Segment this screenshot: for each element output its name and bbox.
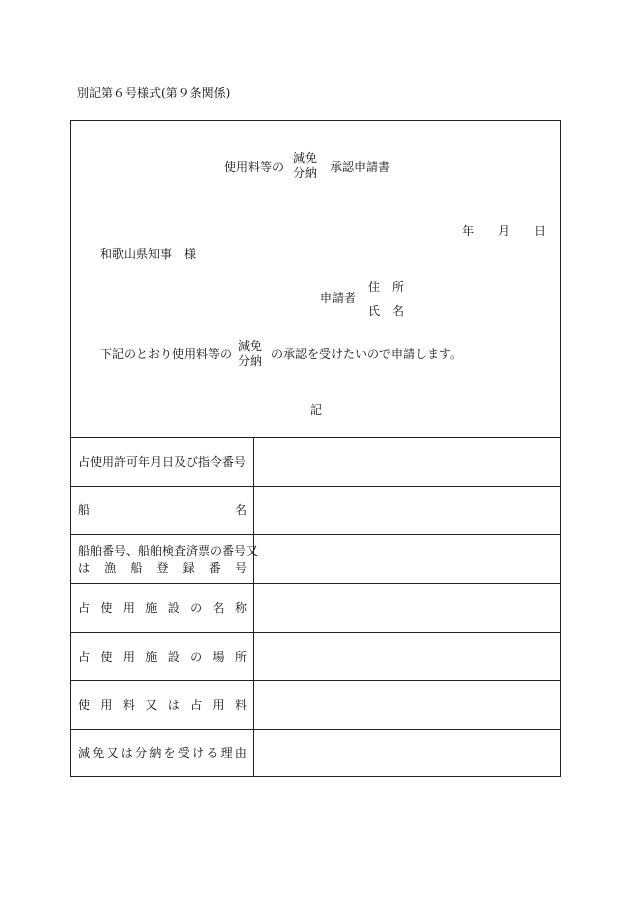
label-char: 料 bbox=[234, 698, 247, 712]
row-label-permit-date-number: 占使用許可年月日及び指令番号 bbox=[78, 455, 247, 469]
label-char: 用 bbox=[122, 650, 135, 664]
label-char: 理 bbox=[220, 746, 233, 760]
label-char: 減 bbox=[78, 746, 91, 760]
label-char: の bbox=[190, 601, 203, 615]
table-top-border bbox=[70, 437, 561, 438]
label-char: 納 bbox=[149, 746, 162, 760]
title-option-installment: 分納 bbox=[293, 166, 318, 180]
label-char: を bbox=[163, 746, 176, 760]
body-option-installment: 分納 bbox=[238, 354, 263, 368]
label-char: 名 bbox=[212, 601, 225, 615]
label-char: 称 bbox=[234, 601, 247, 615]
table-row-divider bbox=[70, 486, 561, 487]
title-suffix: 承認申請書 bbox=[330, 160, 391, 174]
table-column-divider bbox=[253, 437, 254, 777]
title-option-reduction: 減免 bbox=[293, 151, 318, 165]
body-options bbox=[238, 339, 262, 369]
label-char: 漁 bbox=[104, 561, 117, 575]
body-option-reduction: 減免 bbox=[238, 339, 263, 353]
label-char: は bbox=[120, 746, 133, 760]
label-char: け bbox=[192, 746, 205, 760]
table-row-divider bbox=[70, 534, 561, 535]
address-label: 住 所 bbox=[368, 280, 405, 294]
label-char: る bbox=[206, 746, 219, 760]
label-char: 場 bbox=[212, 650, 225, 664]
label-char: 受 bbox=[177, 746, 190, 760]
label-char: 船 bbox=[78, 503, 91, 517]
row-label-ship-number-line1: 船舶番号、船舶検査済票の番号又 bbox=[78, 544, 259, 558]
row-label-ship-name bbox=[78, 504, 247, 516]
label-char: 由 bbox=[234, 746, 247, 760]
label-char: 使 bbox=[78, 698, 91, 712]
label-char: 用 bbox=[122, 601, 135, 615]
label-char: 料 bbox=[122, 698, 135, 712]
ki-label: 記 bbox=[310, 403, 323, 417]
row-label-reason bbox=[78, 747, 247, 759]
label-char: 占 bbox=[190, 698, 203, 712]
label-char: 番 bbox=[208, 561, 221, 575]
date-year-label: 年 bbox=[462, 224, 475, 238]
label-char: 施 bbox=[145, 650, 158, 664]
row-label-ship-number-line2 bbox=[78, 562, 247, 574]
label-char: の bbox=[190, 650, 203, 664]
label-char: 用 bbox=[100, 698, 113, 712]
row-label-facility-name bbox=[78, 602, 247, 614]
form-number-label: 別記第６号様式(第９条関係) bbox=[77, 86, 231, 100]
label-char: 設 bbox=[167, 650, 180, 664]
label-char: 号 bbox=[234, 561, 247, 575]
label-char: 所 bbox=[234, 650, 247, 664]
label-char: 占 bbox=[78, 601, 91, 615]
label-char: 設 bbox=[167, 601, 180, 615]
table-row-divider bbox=[70, 632, 561, 633]
label-char: 占 bbox=[78, 650, 91, 664]
label-char: 登 bbox=[156, 561, 169, 575]
body-text-suffix: の承認を受けたいので申請します。 bbox=[271, 347, 463, 361]
date-month-label: 月 bbox=[498, 224, 511, 238]
title-options bbox=[293, 151, 317, 181]
label-char: 施 bbox=[145, 601, 158, 615]
label-char: 分 bbox=[135, 746, 148, 760]
body-text-prefix: 下記のとおり使用料等の bbox=[100, 347, 233, 361]
label-char: 免 bbox=[92, 746, 105, 760]
row-label-facility-location bbox=[78, 651, 247, 663]
label-char: 使 bbox=[100, 650, 113, 664]
label-char: 名 bbox=[234, 503, 247, 517]
application-form bbox=[70, 120, 561, 777]
table-row-divider bbox=[70, 583, 561, 584]
label-char: 又 bbox=[106, 746, 119, 760]
label-char: 使 bbox=[100, 601, 113, 615]
title-prefix: 使用料等の bbox=[224, 160, 285, 174]
table-row-divider bbox=[70, 729, 561, 730]
applicant-label: 申請者 bbox=[320, 291, 357, 305]
label-char: は bbox=[78, 561, 91, 575]
label-char: 又 bbox=[145, 698, 158, 712]
addressee: 和歌山県知事 様 bbox=[100, 247, 197, 261]
table-row-divider bbox=[70, 680, 561, 681]
label-char: 用 bbox=[212, 698, 225, 712]
row-label-usage-fee bbox=[78, 699, 247, 711]
name-label: 氏 名 bbox=[368, 304, 405, 318]
label-char: 録 bbox=[182, 561, 195, 575]
label-char: は bbox=[167, 698, 180, 712]
date-day-label: 日 bbox=[534, 224, 547, 238]
label-char: 船 bbox=[130, 561, 143, 575]
